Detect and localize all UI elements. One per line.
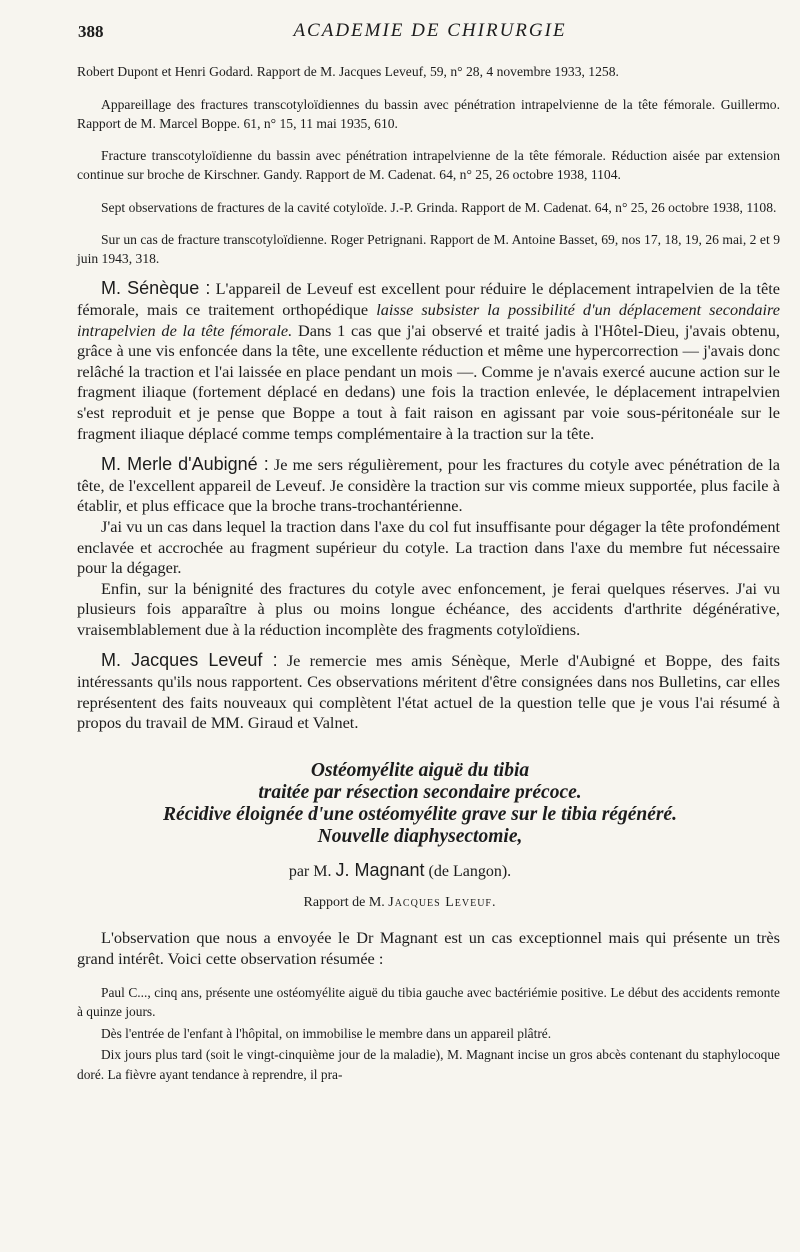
paragraph-text: Je me sers régulièrement, pour les fractures du cotyle avec pénétration de la tête, de l'excellent appareil de Leveuf. Je considère la traction sur vis comme mieux supportée, plus facile à établir, et plus efficace que la broche trans-trochantérienne. [77,455,781,516]
article-author [0,860,800,881]
paragraph-text: L'appareil de Leveuf est excellent pour réduire le déplacement intrapelvien de la tête fémorale, mais ce traitement orthopédique [77,279,780,319]
merle-paragraph [77,454,780,517]
page-number: 388 [78,22,104,41]
speaker-name: M. Merle d'Aubigné : [101,454,269,475]
rapport-line [0,895,800,911]
reference-list [77,62,780,268]
paragraph-text: Je remercie mes amis Sénèque, Merle d'Aubigné et Boppe, des faits intéressants qu'ils nous rapportent. Ces observations méritent d'être consignées dans nos Bulletins, car elles représentent des faits nouveaux qui complètent l'état actuel de la question telle que je vous l'ai résumé à propos du travail de MM. Giraud et Valnet. [77,651,780,733]
title-line: Ostéomyélite aiguë du tibia [310,759,530,781]
title-line: Nouvelle diaphysectomie, [317,825,523,847]
paragraph: J'ai vu un cas dans lequel la traction dans l'axe du col fut insuffisante pour dégager la tête profondément enclavée et accrochée au fragment supérieur du cotyle. La traction dans l'axe du membre fut nécessaire pour la dégager. [77,516,780,578]
title-line: Récidive éloignée d'une ostéomyélite grave sur le tibia régénéré. [163,803,677,825]
rapport-name: Jacques Leveuf. [388,894,497,910]
reference-item: Fracture transcotyloïdienne du bassin avec pénétration intrapelvienne de la tête fémorale. Réduction aisée par extension continue sur broche de Kirschner. Gandy. Rapport de M. Cadenat. 64, n° 25, 26 octobre 1938, 1104. [77,148,780,183]
reference-item: Sur un cas de fracture transcotyloïdienne. Roger Petrignani. Rapport de M. Antoine Basset, 69, nos 17, 18, 19, 26 mai, 2 et 9 juin 1943, 318. [77,232,780,267]
observation-paragraph: Dix jours plus tard (soit le vingt-cinquième jour de la maladie), M. Magnant incise un gros abcès contenant du staphylocoque doré. La fièvre ayant tendance à reprendre, il pra- [77,1047,780,1082]
intro-paragraph: L'observation que nous a envoyée le Dr Magnant est un cas exceptionnel mais qui présente un très grand intérêt. Voici cette observation résumée : [77,927,780,968]
article-title [70,760,770,848]
page-header [0,18,800,52]
title-line: traitée par résection secondaire précoce. [258,781,582,803]
running-title: ACADEMIE DE CHIRURGIE [293,20,567,41]
italic-text: laisse subsister la possibilité d'un déplacement secondaire intrapelvien de la tête fémorale. [77,299,781,340]
seneque-paragraph [77,278,780,444]
reference-item: Appareillage des fractures transcotyloïdiennes du bassin avec pénétration intrapelvienne de la tête fémorale. Guillermo. Rapport de M. Marcel Boppe. 61, n° 15, 11 mai 1935, 610. [77,96,780,131]
observation-block [77,983,780,1085]
observation-paragraph: Dès l'entrée de l'enfant à l'hôpital, on immobilise le membre dans un appareil plâtré. [101,1025,552,1041]
discussion [77,278,780,733]
rapport-prefix: Rapport de M. [303,894,385,910]
speaker-name: M. Sénèque : [101,278,211,299]
author-name: J. Magnant [335,859,425,880]
reference-item: Robert Dupont et Henri Godard. Rapport de M. Jacques Leveuf, 59, n° 28, 4 novembre 1933, 1258. [77,64,619,79]
reference-item: Sept observations de fractures de la cavité cotyloïde. J.-P. Grinda. Rapport de M. Cadenat. 64, n° 25, 26 octobre 1938, 1108. [101,199,777,215]
speaker-name: M. Jacques Leveuf : [101,650,278,671]
leveuf-paragraph [77,650,780,733]
author-suffix: (de Langon). [428,862,512,880]
author-prefix: par M. [288,862,332,880]
observation-paragraph: Paul C..., cinq ans, présente une ostéomyélite aiguë du tibia gauche avec bactériémie positive. Le début des accidents remonte à quinze jours. [77,984,780,1020]
paragraph-text: Dans 1 cas que j'ai observé et traité jadis à l'Hôtel-Dieu, j'avais obtenu, grâce à une vis enfoncée dans la tête, une excellente réduction et même une hypercorrection — j'avais donc relâché la traction et l'ai laissée en place pendant un mois —. Comme je n'avais exercé aucune action sur le fragment iliaque (fortement déplacé en dedans) une fois la traction enlevée, le déplacement intrapelvien s'est reproduit et je pense que Boppe a tout à fait raison en agissant par voie sous-péritonéale sur le fragment iliaque déplacé comme temps complémentaire à la traction sur la tête. [77,320,780,443]
paragraph: Enfin, sur la bénignité des fractures du cotyle avec enfoncement, je ferai quelques réserves. J'ai vu plusieurs fois apparaître à plus ou moins longue échéance, des accidents d'arthrite dégénérative, vraisemblablement due à la réduction incomplète des fragments cotyloïdiens. [77,578,780,639]
